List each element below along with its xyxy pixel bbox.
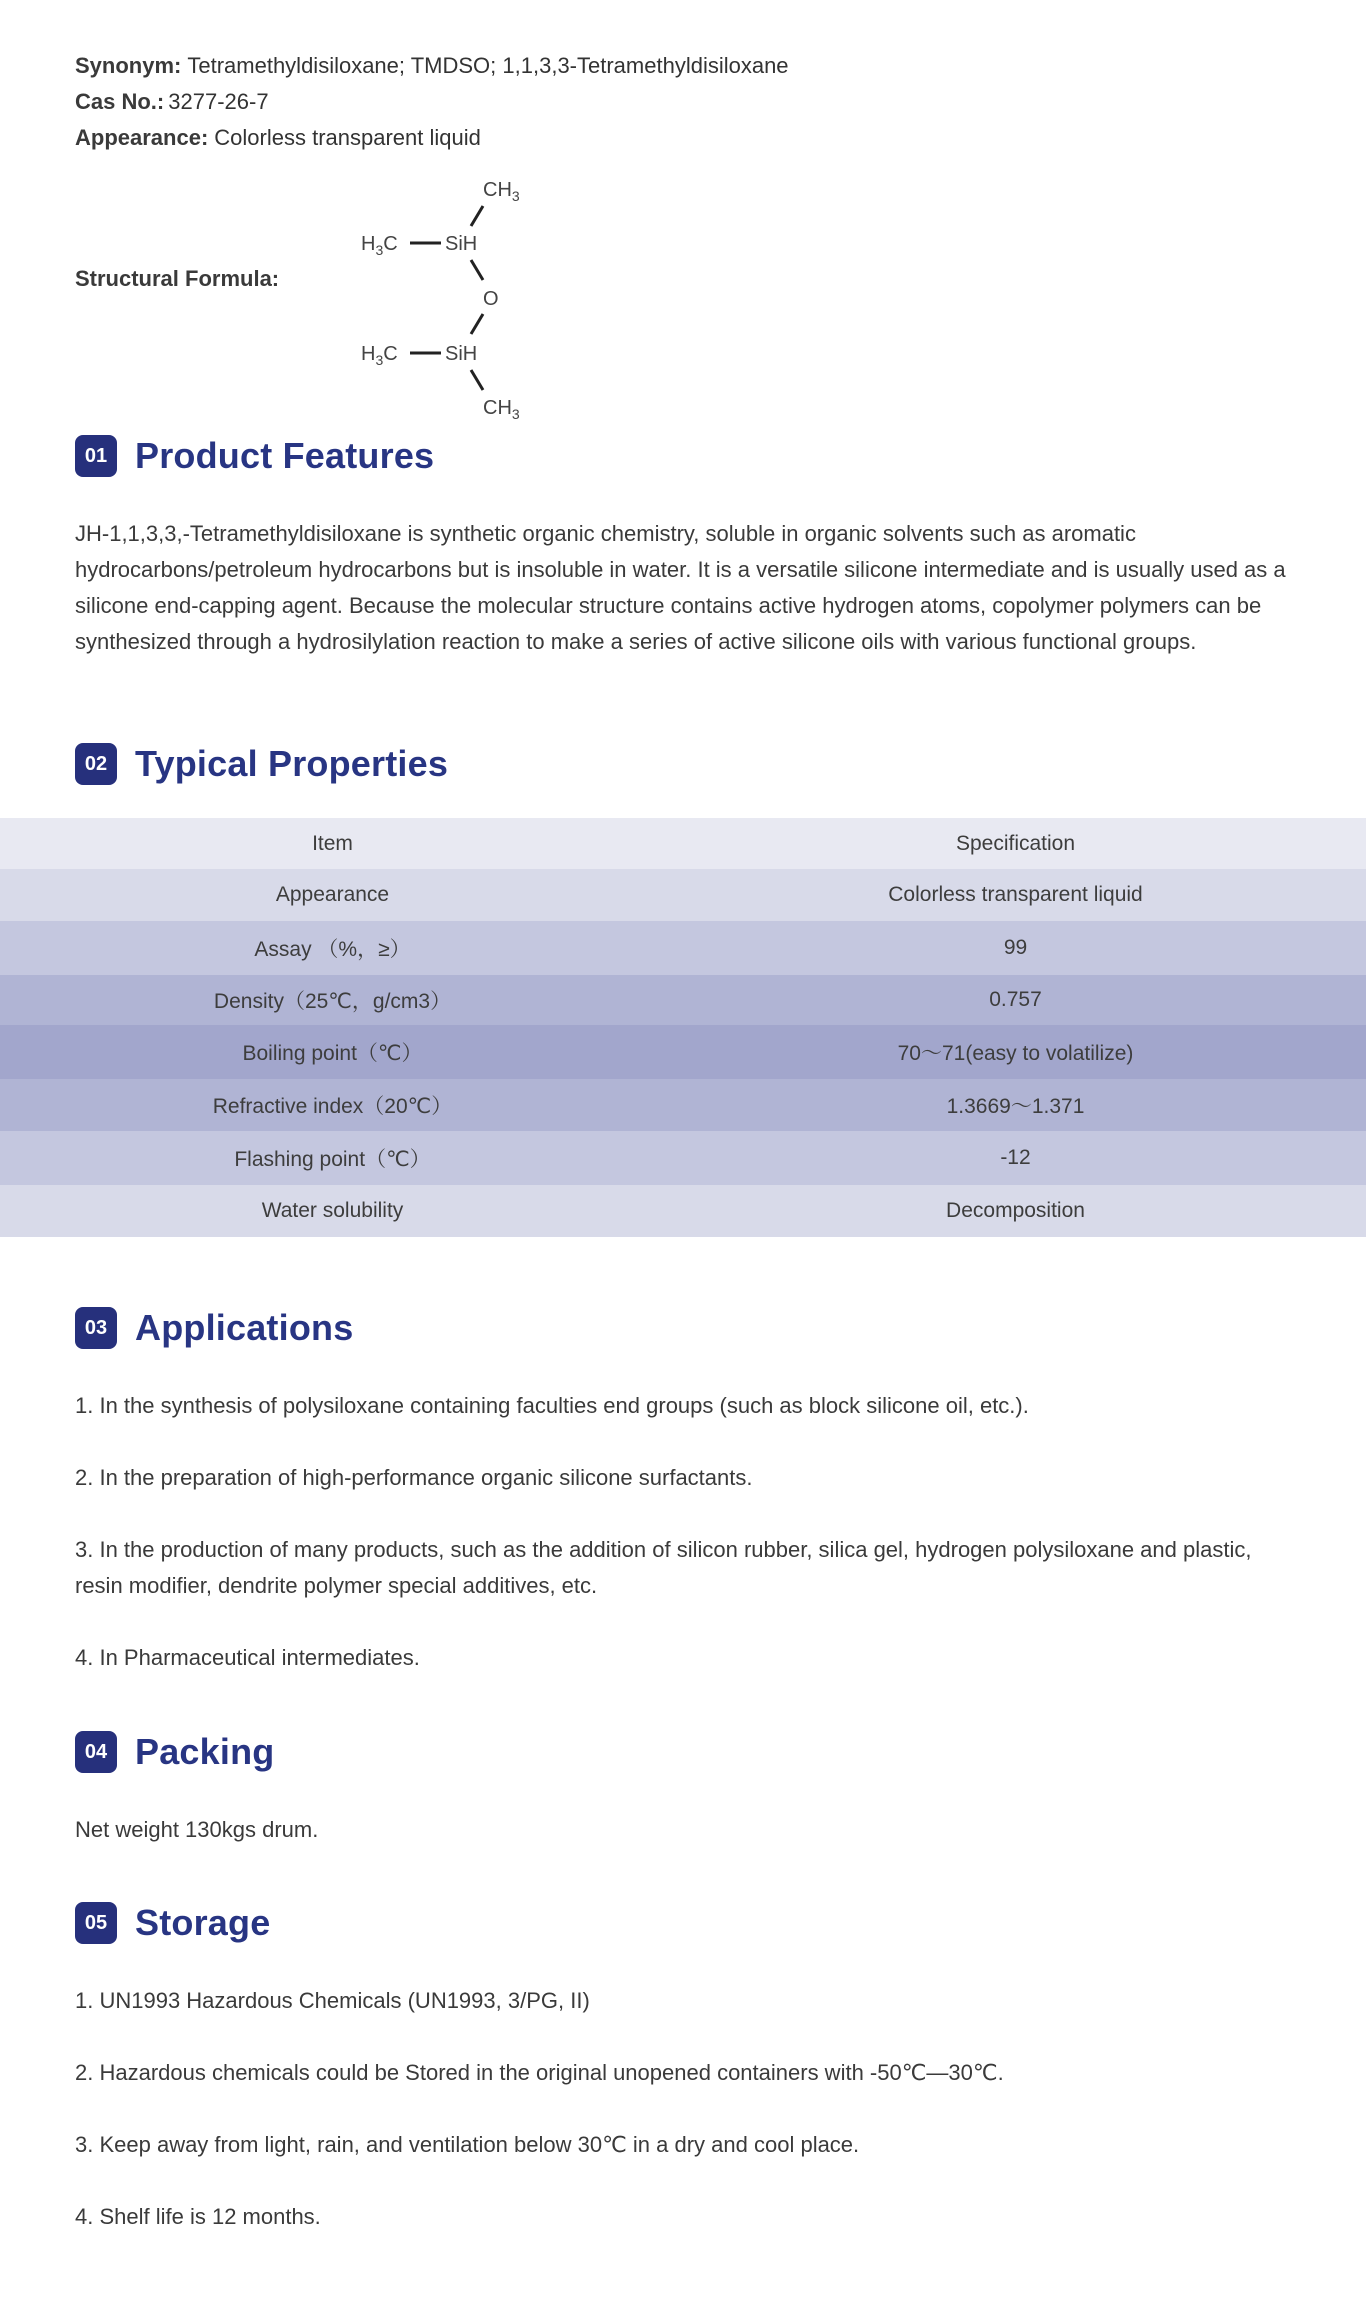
- storage-list: [75, 1983, 1305, 2271]
- product-features-text: JH-1,1,3,3,-Tetramethyldisiloxane is synthetic organic chemistry, soluble in organic solvents such as aromatic hydrocarbons/petroleum hydrocarbons but is insoluble in water. It is a versatile silicone intermediate and is usually used as a silicone end-capping agent. Because the molecular structure contains active hydrogen atoms, copolymer polymers can be synthesized through a hydrosilylation reaction to make a series of active silicone oils with various functional groups.: [75, 521, 1286, 654]
- table-header-row: [0, 818, 1366, 869]
- cas-label: Cas No.:: [75, 89, 165, 114]
- appearance-label: Appearance:: [75, 125, 209, 150]
- section-title: Product Features: [135, 435, 435, 476]
- list-item: 1. UN1993 Hazardous Chemicals (UN1993, 3/PG, II): [75, 1988, 590, 2013]
- table-cell-item: Density（25℃，g/cm3）: [213, 990, 452, 1013]
- formula-left-methyl-1: $H_3C$: [361, 233, 398, 258]
- section-number-badge: 05: [75, 1902, 117, 1944]
- table-row: [0, 975, 1366, 1025]
- section-number-badge: 01: [75, 435, 117, 477]
- section-title: Typical Properties: [135, 743, 449, 784]
- appearance-value: Colorless transparent liquid: [214, 125, 481, 150]
- table-header-item: Item: [312, 831, 353, 855]
- table-cell-item: Assay （%，≥）: [254, 938, 411, 961]
- synonym-label: Synonym:: [75, 53, 182, 78]
- appearance-line: [75, 120, 481, 156]
- table-row: [0, 1131, 1366, 1185]
- section-title: Storage: [135, 1902, 271, 1943]
- list-item: 3. In the production of many products, such as the addition of silicon rubber, silica gel, hydrogen polysiloxane and plastic, resin modifier, dendrite polymer special additives, etc.: [75, 1537, 1252, 1598]
- section-number-badge: 03: [75, 1307, 117, 1349]
- table-cell-spec: 1.3669～1.371: [946, 1095, 1085, 1118]
- list-item: 3. Keep away from light, rain, and ventilation below 30℃ in a dry and cool place.: [75, 2132, 860, 2157]
- formula-left-methyl-2: $H_3C$: [361, 343, 398, 368]
- bond-o-si2: [471, 314, 483, 334]
- table-cell-item: Appearance: [275, 883, 390, 906]
- section-number-badge: 02: [75, 743, 117, 785]
- section-title: Packing: [135, 1731, 275, 1772]
- cas-line: [75, 84, 269, 120]
- bond-bottom: [471, 370, 483, 390]
- section-storage: [75, 1901, 270, 1945]
- table-row: [0, 1025, 1366, 1079]
- formula-bottom-methyl: $CH_3$: [483, 397, 520, 422]
- section-applications: [75, 1306, 353, 1350]
- section-number-badge: 04: [75, 1731, 117, 1773]
- table-row: [0, 921, 1366, 975]
- section-title: Applications: [135, 1307, 354, 1348]
- table-cell-item: Water solubility: [261, 1199, 404, 1222]
- packing-text: Net weight 130kgs drum.: [75, 1817, 319, 1842]
- list-item: 2. In the preparation of high-performance organic silicone surfactants.: [75, 1465, 753, 1490]
- table-row: [0, 869, 1366, 921]
- structural-formula-diagram: [355, 172, 535, 422]
- formula-top-methyl: $CH_3$: [483, 179, 520, 204]
- structural-formula-label: Structural Formula:: [75, 266, 280, 291]
- bond-si1-o: [471, 260, 483, 280]
- section-packing: [75, 1730, 274, 1774]
- table-cell-item: Refractive index（20℃）: [212, 1095, 453, 1118]
- table-cell-spec: -12: [1000, 1146, 1031, 1169]
- list-item: 4. Shelf life is 12 months.: [75, 2204, 321, 2229]
- properties-table: [0, 818, 1366, 1237]
- applications-list: [75, 1388, 1305, 1712]
- formula-si-1: SiH: [445, 233, 478, 255]
- section-product-features: [75, 434, 434, 478]
- cas-value: 3277-26-7: [168, 89, 269, 114]
- formula-oxygen: O: [483, 288, 499, 310]
- table-cell-item: Flashing point（℃）: [234, 1148, 431, 1171]
- list-item: 1. In the synthesis of polysiloxane containing faculties end groups (such as block silicone oil, etc.).: [75, 1393, 1029, 1418]
- table-row: [0, 1079, 1366, 1131]
- bond-top: [471, 206, 483, 226]
- synonym-value: Tetramethyldisiloxane; TMDSO; 1,1,3,3-Tetramethyldisiloxane: [187, 53, 789, 78]
- list-item: 4. In Pharmaceutical intermediates.: [75, 1645, 420, 1670]
- table-header-spec: Specification: [955, 831, 1076, 855]
- table-cell-spec: Decomposition: [946, 1199, 1085, 1222]
- formula-si-2: SiH: [445, 343, 478, 365]
- table-cell-item: Boiling point（℃）: [242, 1042, 423, 1065]
- list-item: 2. Hazardous chemicals could be Stored in the original unopened containers with -50℃—30℃.: [75, 2060, 1004, 2085]
- table-cell-spec: 70～71(easy to volatilize): [897, 1042, 1134, 1065]
- table-cell-spec: 99: [1003, 936, 1028, 959]
- section-typical-properties: [75, 742, 448, 786]
- synonym-line: [75, 48, 789, 84]
- table-row: [0, 1185, 1366, 1237]
- table-cell-spec: 0.757: [989, 988, 1042, 1011]
- table-cell-spec: Colorless transparent liquid: [888, 883, 1143, 906]
